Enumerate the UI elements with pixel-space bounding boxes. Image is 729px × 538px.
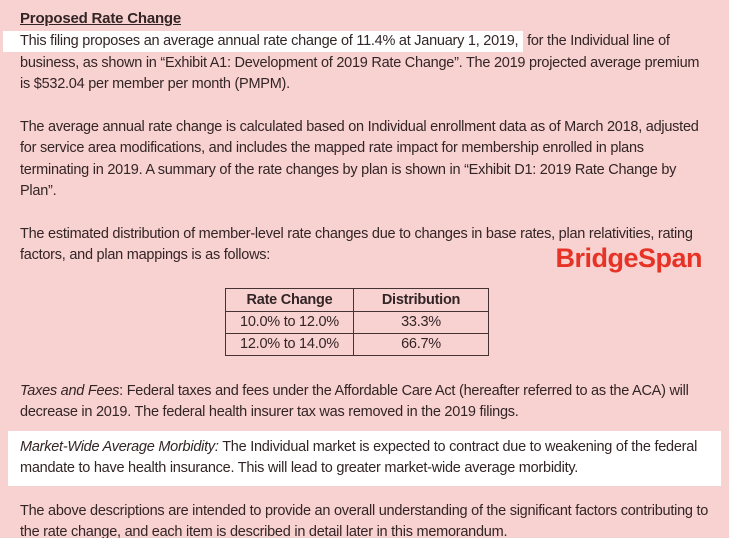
rate-change-cell: 10.0% to 12.0%	[226, 311, 354, 333]
highlighted-morbidity-block	[8, 431, 721, 486]
table-header-row	[226, 288, 489, 311]
taxes-and-fees-rest: : Federal taxes and fees under the Affordable Care Act (hereafter referred to as the ACA) will decrease in 2019. The federal health insurer tax was removed in the 2019 filings.	[20, 382, 689, 420]
distribution-cell: 66.7%	[354, 333, 489, 355]
paragraph-closing: The above descriptions are intended to provide an overall understanding of the significant factors contributing to the rate change, and each item is described in detail later in this memorandum.	[20, 502, 709, 538]
paragraph-proposed-rate	[20, 31, 709, 96]
distribution-cell: 33.3%	[354, 311, 489, 333]
table-header-distribution: Distribution	[354, 288, 489, 311]
rate-distribution-table	[225, 288, 489, 356]
highlighted-rate-change-text: This filing proposes an average annual rate change of 11.4% at January 1, 2019,	[3, 31, 523, 52]
table-row	[226, 333, 489, 355]
section-heading: Proposed Rate Change	[20, 10, 182, 27]
paragraph-morbidity	[20, 437, 709, 480]
table-header-rate-change: Rate Change	[226, 288, 354, 311]
taxes-and-fees-lead: Taxes and Fees	[20, 382, 120, 399]
morbidity-rest: The Individual market is expected to contract due to weakening of the federal mandate to have health insurance. This will lead to greater market-wide average morbidity.	[20, 438, 698, 476]
paragraph-taxes-and-fees	[20, 381, 709, 424]
morbidity-lead: Market-Wide Average Morbidity:	[20, 438, 219, 455]
table-row	[226, 311, 489, 333]
paragraph-proposed-rate-rest: for the Individual line of business, as shown in “Exhibit A1: Development of 2019 Rate Change”. The 2019 projected average premium is $532.04 per member per month (PMPM).	[20, 33, 700, 92]
bridgespan-logo: BridgeSpan	[555, 243, 702, 273]
rate-change-cell: 12.0% to 14.0%	[226, 333, 354, 355]
paragraph-enrollment-basis: The average annual rate change is calculated based on Individual enrollment data as of March 2018, adjusted for service area modifications, and includes the mapped rate impact for membership enrolled in plans terminating in 2019. A summary of the rate changes by plan is shown in “Exhibit D1: 2019 Rate Change by Plan”.	[20, 118, 699, 199]
paragraph-distribution-intro: The estimated distribution of member-level rate changes due to changes in base rates, plan relativities, rating factors, and plan mappings is as follows:	[20, 225, 693, 263]
